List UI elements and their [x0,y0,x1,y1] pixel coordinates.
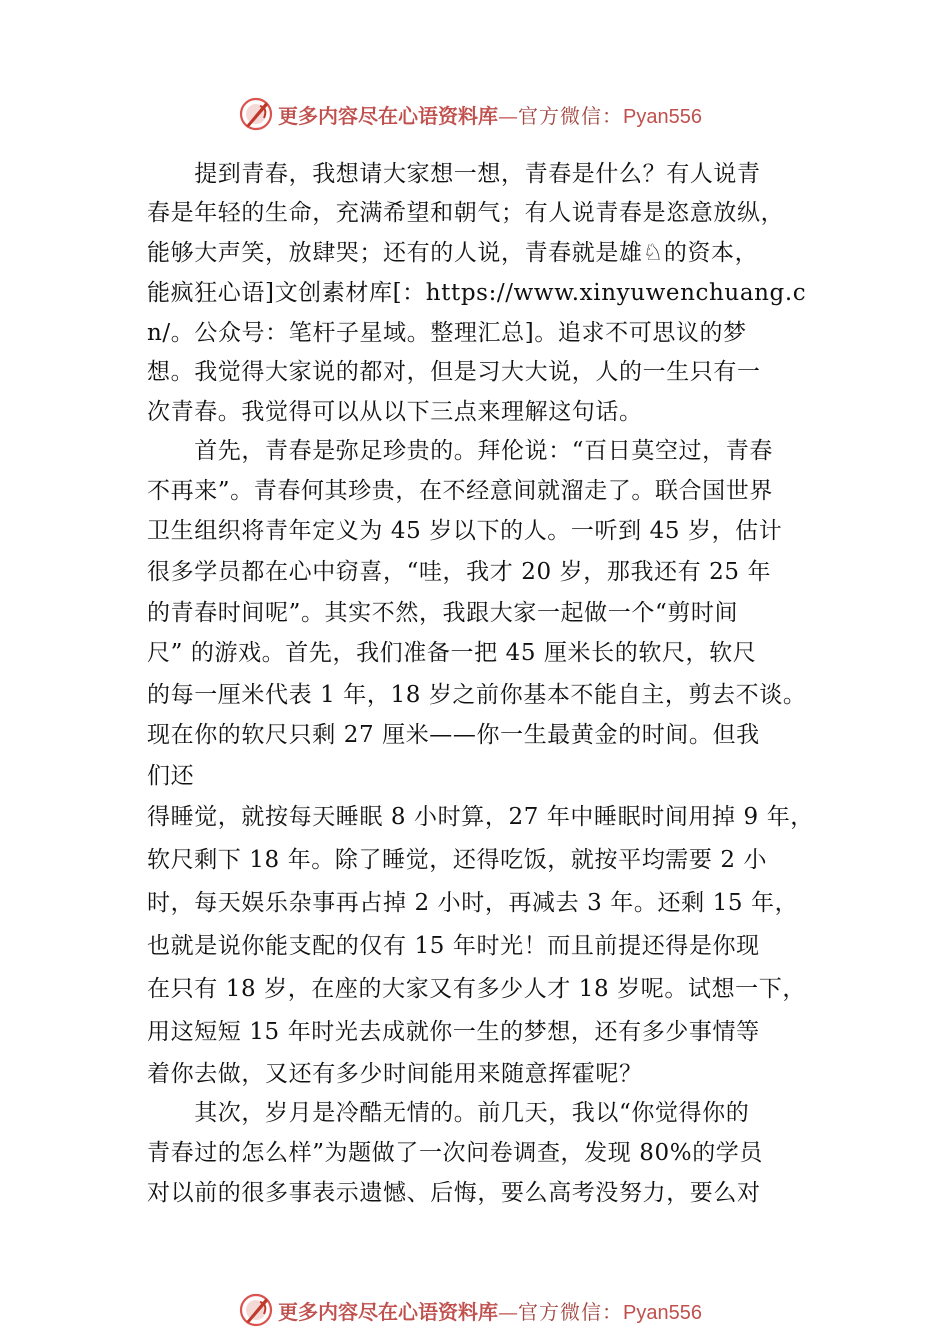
banner-wechat-label: 官方微信： [518,103,623,128]
quill-logo-icon [238,1292,274,1328]
body-line: 们还 [147,763,195,789]
quill-logo-icon [238,96,274,132]
banner-dash: — [498,103,518,128]
body-line: 不再来”。青春何其珍贵，在不经意间就溜走了。联合国世界 [147,478,773,504]
body-line: 卫生组织将青年定义为 45 岁以下的人。一听到 45 岁，估计 [147,518,783,544]
banner-wechat-id: Pyan556 [623,1301,702,1324]
body-line: 得睡觉，就按每天睡眠 8 小时算，27 年中睡眠时间用掉 9 年， [147,804,814,830]
body-line: 能疯狂心语]文创素材库[：https://www.xinyuwenchuang.c [147,280,807,306]
body-line: 软尺剩下 18 年。除了睡觉，还得吃饭，就按平均需要 2 小 [147,847,768,873]
body-line: 现在你的软尺只剩 27 厘米——你一生最黄金的时间。但我 [147,722,760,748]
header-banner [238,96,758,132]
body-line: n/。公众号：笔杆子星域。整理汇总]。追求不可思议的梦 [147,320,747,346]
body-line: 提到青春，我想请大家想一想，青春是什么？有人说青 [147,161,761,187]
banner-site-name: 更多内容尽在心语资料库 [278,103,498,128]
body-line: 时，每天娱乐杂事再占掉 2 小时，再减去 3 年。还剩 15 年， [147,890,799,916]
body-line: 次青春。我觉得可以从以下三点来理解这句话。 [147,399,643,425]
body-line: 也就是说你能支配的仅有 15 年时光！而且前提还得是你现 [147,933,760,959]
banner-text [278,1296,702,1325]
banner-site-name: 更多内容尽在心语资料库 [278,1299,498,1324]
banner-text [278,100,702,129]
body-line: 首先，青春是弥足珍贵的。拜伦说：“百日莫空过，青春 [147,438,773,464]
banner-wechat-label: 官方微信： [518,1299,623,1324]
body-line: 在只有 18 岁，在座的大家又有多少人才 18 岁呢。试想一下， [147,976,806,1002]
body-line: 着你去做，又还有多少时间能用来随意挥霍呢？ [147,1061,643,1087]
body-line: 想。我觉得大家说的都对，但是习大大说，人的一生只有一 [147,359,761,385]
body-line: 很多学员都在心中窃喜，“哇，我才 20 岁，那我还有 25 年 [147,559,772,585]
body-line: 能够大声笑，放肆哭；还有的人说，青春就是雄♘的资本， [147,240,759,266]
body-line: 春是年轻的生命，充满希望和朝气；有人说青春是恣意放纵， [147,200,785,226]
body-line: 用这短短 15 年时光去成就你一生的梦想，还有多少事情等 [147,1019,760,1045]
body-line: 对以前的很多事表示遗憾、后悔，要么高考没努力，要么对 [147,1180,761,1206]
footer-banner [238,1292,758,1328]
body-line: 的每一厘米代表 1 年，18 岁之前你基本不能自主，剪去不谈。 [147,682,807,708]
banner-wechat-id: Pyan556 [623,105,702,128]
body-line: 的青春时间呢”。其实不然，我跟大家一起做一个“剪时间 [147,600,739,626]
banner-dash: — [498,1299,518,1324]
body-line: 尺” 的游戏。首先，我们准备一把 45 厘米长的软尺，软尺 [147,640,757,666]
body-line: 其次，岁月是冷酷无情的。前几天，我以“你觉得你的 [147,1100,750,1126]
body-line: 青春过的怎么样”为题做了一次问卷调查，发现 80%的学员 [147,1140,763,1166]
